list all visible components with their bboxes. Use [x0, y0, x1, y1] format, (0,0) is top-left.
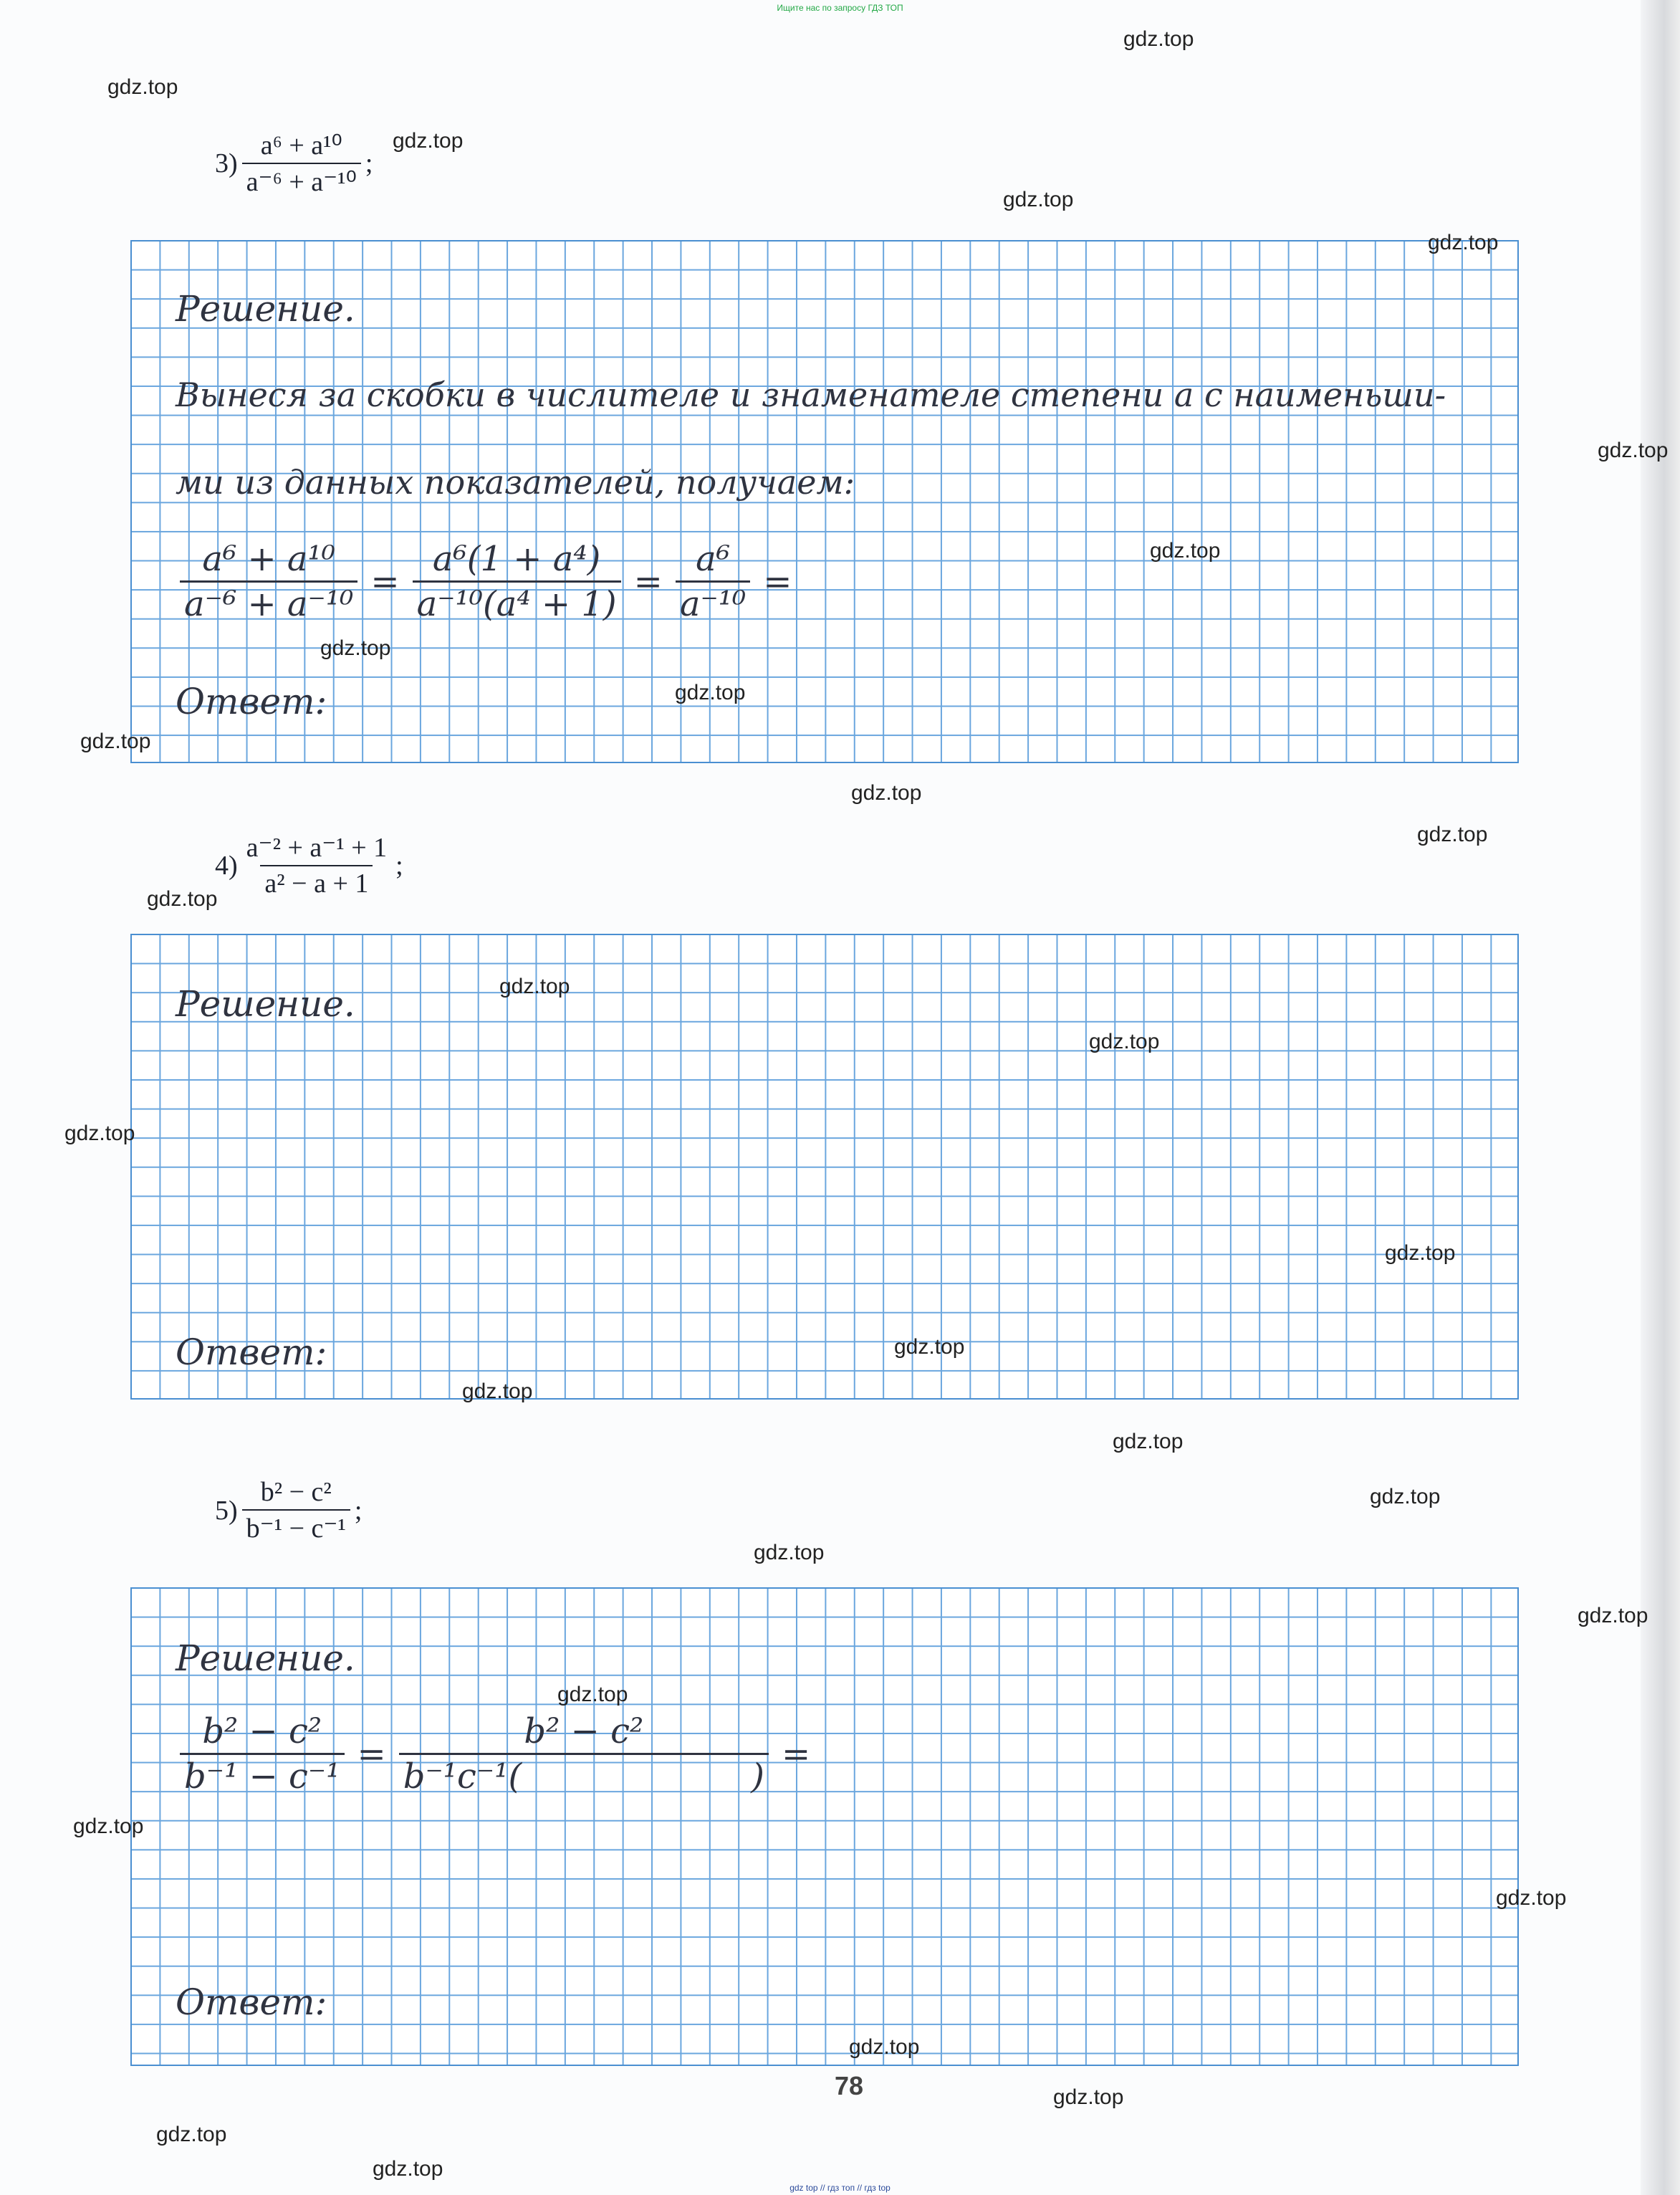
- equals-sign: =: [781, 1733, 811, 1774]
- equals-sign: =: [633, 561, 663, 602]
- task-3-step2-numerator: a⁶(1 + a⁴): [432, 539, 601, 579]
- watermark: gdz.top: [1385, 1241, 1456, 1265]
- task-5-number: 5): [215, 1495, 238, 1526]
- watermark: gdz.top: [675, 681, 746, 704]
- watermark: gdz.top: [1123, 27, 1194, 51]
- task-3-step3-denominator: a⁻¹⁰: [676, 580, 750, 624]
- watermark: gdz.top: [849, 2035, 920, 2059]
- watermark: gdz.top: [754, 1541, 825, 1564]
- page-number: 78: [834, 2071, 864, 2100]
- task-5-step2-denominator-right: ): [751, 1756, 764, 1797]
- watermark: gdz.top: [107, 75, 178, 99]
- page-edge-shadow: [1641, 0, 1680, 2195]
- task-3-denominator: a⁻⁶ + a⁻¹⁰: [242, 163, 361, 198]
- task-3-step2-fraction: [413, 539, 621, 624]
- watermark: gdz.top: [80, 730, 151, 753]
- task-4-fraction: [242, 831, 392, 899]
- task-5-step2-numerator: b² − c²: [524, 1711, 644, 1751]
- task-5-step1-numerator: b² − c²: [202, 1711, 322, 1751]
- task-5-answer-label: Ответ:: [176, 1981, 327, 2023]
- watermark: gdz.top: [557, 1683, 628, 1706]
- task-5-fraction: [242, 1476, 350, 1544]
- task-3-statement: [215, 129, 373, 198]
- watermark: gdz.top: [1496, 1886, 1567, 1910]
- watermark: gdz.top: [1003, 188, 1074, 211]
- watermark: gdz.top: [462, 1379, 533, 1403]
- watermark: gdz.top: [894, 1335, 965, 1359]
- watermark: gdz.top: [1578, 1604, 1648, 1627]
- bottom-note: gdz top // гдз топ // гдз top: [789, 2183, 891, 2193]
- watermark: gdz.top: [1113, 1430, 1184, 1453]
- task-3-numerator: a⁶ + a¹⁰: [260, 130, 342, 161]
- task-3-step2-denominator: a⁻¹⁰(a⁴ + 1): [413, 580, 621, 624]
- task-4-solution-label: Решение.: [176, 983, 355, 1025]
- watermark: gdz.top: [393, 129, 464, 153]
- watermark: gdz.top: [1428, 231, 1499, 254]
- watermark: gdz.top: [1598, 439, 1669, 462]
- watermark: gdz.top: [147, 887, 218, 911]
- equals-sign: =: [370, 561, 400, 602]
- task-3-answer-label: Ответ:: [176, 681, 327, 722]
- task-5-step2-denominator-left: b⁻¹c⁻¹(: [403, 1756, 522, 1797]
- task-3-step1-fraction: [180, 539, 357, 624]
- watermark: gdz.top: [1053, 2085, 1124, 2109]
- watermark: gdz.top: [156, 2123, 227, 2146]
- equals-sign: =: [357, 1733, 386, 1774]
- task-3-solution-label: Решение.: [176, 288, 355, 330]
- task-3-step1-numerator: a⁶ + a¹⁰: [202, 539, 336, 579]
- watermark: gdz.top: [499, 975, 570, 998]
- task-5-step2-fraction: [399, 1711, 769, 1797]
- task-5-statement: [215, 1476, 362, 1544]
- task-4-numerator: a⁻² + a⁻¹ + 1: [246, 833, 388, 863]
- task-4-denominator: a² − a + 1: [260, 865, 373, 899]
- task-4-statement: [215, 831, 403, 899]
- watermark: gdz.top: [373, 2157, 443, 2181]
- task-5-denominator: b⁻¹ − c⁻¹: [242, 1509, 350, 1544]
- task-4-answer-label: Ответ:: [176, 1331, 327, 1373]
- watermark: gdz.top: [1150, 539, 1221, 563]
- task-5-step1-fraction: [180, 1711, 345, 1797]
- top-note: Ищите нас по запросу ГДЗ ТОП: [777, 3, 903, 13]
- equals-sign: =: [763, 561, 792, 602]
- task-5-step2-denominator: [399, 1753, 769, 1797]
- task-3-fraction: [242, 129, 361, 198]
- watermark: gdz.top: [1089, 1030, 1160, 1053]
- task-3-text-line-1: Вынеся за скобки в числителе и знаменателе степени a с наименьши-: [176, 376, 1446, 414]
- task-5-solution-label: Решение.: [176, 1637, 355, 1679]
- task-5-step1-denominator: b⁻¹ − c⁻¹: [180, 1753, 345, 1797]
- task-3-step1-denominator: a⁻⁶ + a⁻¹⁰: [180, 580, 357, 624]
- task-4-number: 4): [215, 850, 238, 881]
- task-5-suffix: ;: [354, 1495, 363, 1526]
- task-3-number: 3): [215, 148, 238, 178]
- task-3-suffix: ;: [365, 148, 373, 178]
- watermark: gdz.top: [1370, 1485, 1441, 1508]
- task-5-solution-math: [176, 1711, 819, 1797]
- task-3-solution-math: [176, 539, 801, 624]
- watermark: gdz.top: [1417, 823, 1488, 846]
- watermark: gdz.top: [851, 781, 922, 805]
- task-3-step3-numerator: a⁶: [696, 539, 730, 579]
- task-3-text-line-2: ми из данных показателей, получаем:: [176, 463, 855, 502]
- task-4-suffix: ;: [395, 850, 403, 881]
- task-5-numerator: b² − c²: [260, 1477, 332, 1507]
- watermark: gdz.top: [64, 1122, 135, 1145]
- task-3-step3-fraction: [676, 539, 750, 624]
- watermark: gdz.top: [73, 1814, 144, 1838]
- watermark: gdz.top: [320, 636, 391, 660]
